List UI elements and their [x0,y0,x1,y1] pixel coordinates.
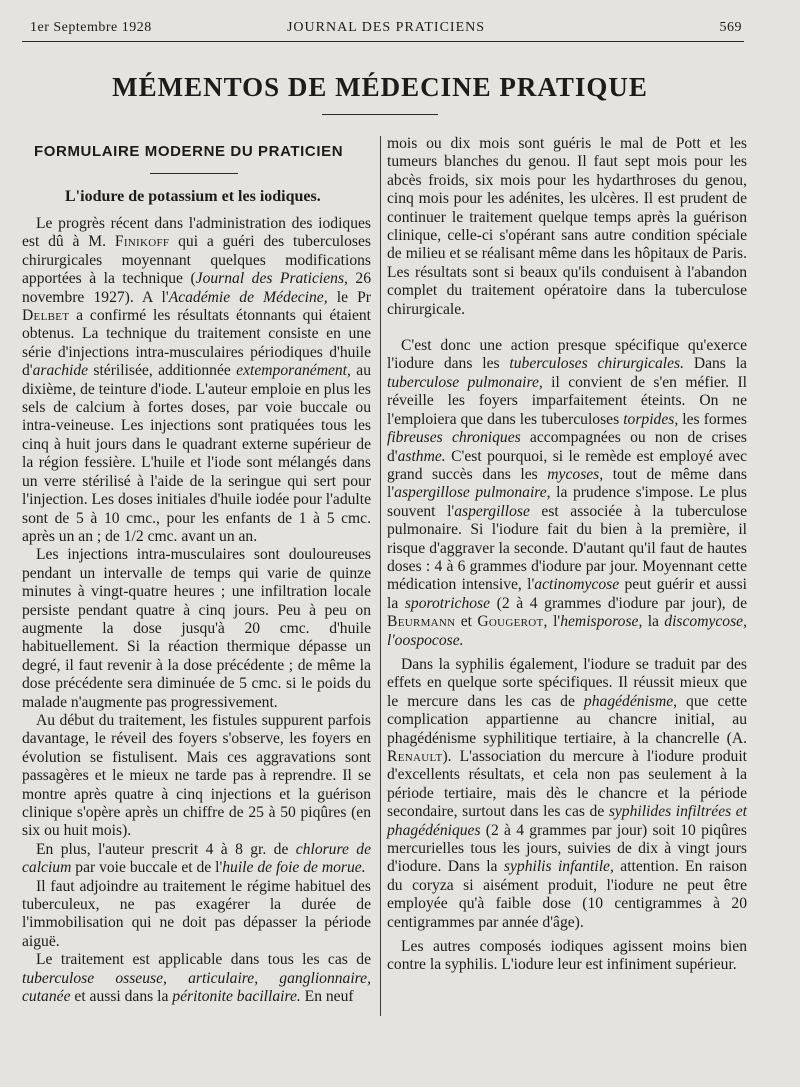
author-name: Beurmann [387,613,456,631]
emphasis: aspergillose pulmonaire, [394,484,551,502]
text: la [642,613,665,631]
paragraph: mois ou dix mois sont guéris le mal de Pott et les tumeurs blanches du genou. Il faut sept mois pour les abcès froids, six mois pour les hydarthroses du genou, cinq mois pour les adénites, les ulcères. Il est prudent de continuer le traitement quelque temps après la guérison clinique, celle-ci s'opérant sans autre condition spéciale de milieu et se réalisant même dans les hôpitaux de Paris. Les résultats sont si beaux qu'ils conduisent à l'abandon complet du traitement opératoire dans la tuberculose chirurgicale. [387,135,747,318]
paragraph [22,215,371,546]
author-name: Finikoff [114,233,170,251]
emphasis: tuberculoses chirurgicales. [509,355,684,373]
text: l' [547,613,561,631]
journal-name: JOURNAL DES PRATICIENS [286,20,486,35]
paragraph: Les injections intra-musculaires sont douloureuses pendant un intervalle de temps qui varie de quinze minutes à vingt-quatre heures ; une infiltration locale persiste pendant quatre à cinq jours. Peu à peu on augmente la dose jusqu'à 20 cmc. d'huile habituellement. Si la réaction thermique dépasse un degré, il faut revenir à la dose précédente ; de même la dose précédente sera diminuée de 5 cmc. si le poids du malade n'augmente pas progressivement. [22,546,371,711]
emphasis: mycoses, [547,465,604,483]
emphasis: sporotrichose [404,594,491,612]
text: En plus, l'auteur prescrit 4 à 8 gr. de [36,840,296,858]
issue-date: 1er Septembre 1928 [30,20,152,35]
emphasis: syphilides infiltrées et phagédéniques [387,803,748,839]
running-header [30,20,742,42]
emphasis: chlorure de calcium [22,840,371,877]
section-heading: FORMULAIRE MODERNE DU PRATICIEN [34,143,344,160]
text: En neuf [300,988,354,1006]
article-subtitle: L'iodure de potassium et les iodiques. [65,188,321,205]
text: (2 à 4 grammes d'iodure par jour), de [490,594,747,612]
text: et aussi dans la [70,988,173,1006]
emphasis: hemisporose, [560,613,643,631]
text: attention. En raison du coryza si aisément produit, l'iodure ne peut être employée qu'à faible dose (10 centigrammes à 20 centigrammes par année d'âge). [387,858,748,931]
text: peut guérir et aussi la [387,576,747,612]
text: accompagnées ou non de crises d' [387,429,747,465]
text: Dans la [683,355,747,373]
text: que cette complication appartienne au chancre initial, au phagédénisme syphilitique tertiaire, à la chancrelle (A. [387,692,747,747]
emphasis: torpides, [623,410,679,428]
emphasis: phagédénisme, [583,692,678,710]
text: par voie buccale et de l' [71,859,223,877]
paragraph: Les autres composés iodiques agissent moins bien contre la syphilis. L'iodure leur est infiniment supérieur. [387,938,747,974]
emphasis: arachide [32,362,89,380]
text: Le traitement est applicable dans tous les cas de [36,951,371,969]
text: (2 à 4 grammes par jour) soit 10 piqûres mercurielles tous les jours, suivies de dix à vingt jours d'iodure. Dans la [387,821,747,876]
text: stérilisée, additionnée [88,362,237,380]
emphasis: huile de foie de morue. [222,859,366,877]
text: Le progrès récent dans l'administration des iodiques est dû à M. [22,215,371,251]
emphasis: syphilis infantile, [503,858,614,876]
text: au dixième, de teinture d'iode. L'auteur emploie en plus les sels de calcium à fortes doses, par voie buccale ou intra-veineuse. Les injections sont pratiquées tous les cinq à huit jours dans le quadrant externe supérieur de la région fessière. L'huile et l'iode sont mélangés dans un verre stérilisé à l'aide de la seringue qui sert pour l'injection. Les doses initiales d'huile iodée pour l'adulte sont de 5 à 10 cmc., pour les enfants de 1 à 5 cmc. après un an ; de 1/2 cmc. avant un an. [22,362,371,545]
page-title: MÉMENTOS DE MÉDECINE PRATIQUE [112,72,648,102]
text: tout de même dans l' [387,465,747,502]
text: 26 novembre 1927). A l' [22,270,371,306]
text: et [455,613,478,631]
paragraph [387,337,747,650]
emphasis: actinomycose [534,576,620,594]
emphasis: discomycose, l'oospocose. [387,613,747,649]
left-column [22,143,371,1006]
text: qui a guéri des tuberculoses chirurgicales moyennant quelques modifications apportées à la technique ( [22,233,371,288]
text: ). L'association du mercure à l'iodure produit d'excellents résultats, et cela non pas seulement à la période tertiaire, mais dès le chancre et la période secondaire, surtout dans les cas de [387,748,747,821]
emphasis: fibreuses chroniques [387,429,521,447]
column-divider [380,136,381,1016]
author-name: Gougerot, [477,613,548,631]
paragraph: Au début du traitement, les fistules suppurent parfois davantage, le réveil des foyers s'observe, les foyers en évolution se fistulisent. Mais ces aggravations sont passagères et le mieux ne tarde pas à reprendre. Il se montre après quatre à cinq injections et la guérison clinique s'opère après un chiffre de 25 à 50 piqûres (en six ou huit mois). [22,711,371,840]
emphasis: péritonite bacillaire. [172,988,301,1006]
text: est associée à la tuberculose pulmonaire. Si l'iodure fait du bien à la première, il risque d'aggraver la seconde. D'autant qu'il faut de hautes doses : 4 à 6 grammes d'iodure par jour. Moyennant cette médication intensive, l' [387,502,747,594]
text: a confirmé les résultats étonnants qui étaient obtenus. La technique du traitement consiste en une série d'injections intra-musculaires périodiques d'huile d' [22,307,371,380]
text: Dans la syphilis également, l'iodure se traduit par des effets en quelque sorte spécifiques. Il réussit mieux que le mercure dans les cas de [387,655,747,710]
text: le Pr [327,288,371,306]
text: C'est donc une action presque spécifique qu'exerce l'iodure dans les [387,337,747,373]
title-rule [322,114,438,115]
page-number: 569 [719,20,742,35]
text: les formes [678,410,747,428]
citation: Académie de Médecine, [168,288,328,306]
section-rule [150,173,238,174]
paragraph [22,951,371,1006]
emphasis: tuberculose pulmonaire, [387,373,543,391]
emphasis: asthme. [397,447,446,465]
paragraph [387,656,747,932]
right-column [387,135,747,975]
text: la prudence s'impose. Le plus souvent l' [387,484,748,520]
author-name: Delbet [22,307,70,325]
paragraph: Il faut adjoindre au traitement le régime habituel des tuberculeux, ne pas exagérer la durée de l'immobilisation qui ne doit pas dépasser la période aiguë. [22,877,371,950]
citation: Journal des Praticiens, [195,270,348,288]
paragraph [22,841,371,878]
emphasis: tuberculose osseuse, articulaire, ganglionnaire, cutanée [22,969,371,1006]
header-rule [22,41,744,42]
emphasis: aspergillose [454,502,530,520]
author-name: Renault [387,748,443,765]
text: il convient de s'en méfier. Il réveille les foyers imparfaitement éteints. On ne l'emploiera que dans les tuberculoses [387,373,747,428]
emphasis: extemporanément, [236,362,351,380]
text: C'est pourquoi, si le remède est employé avec grand succès dans les [387,447,747,483]
